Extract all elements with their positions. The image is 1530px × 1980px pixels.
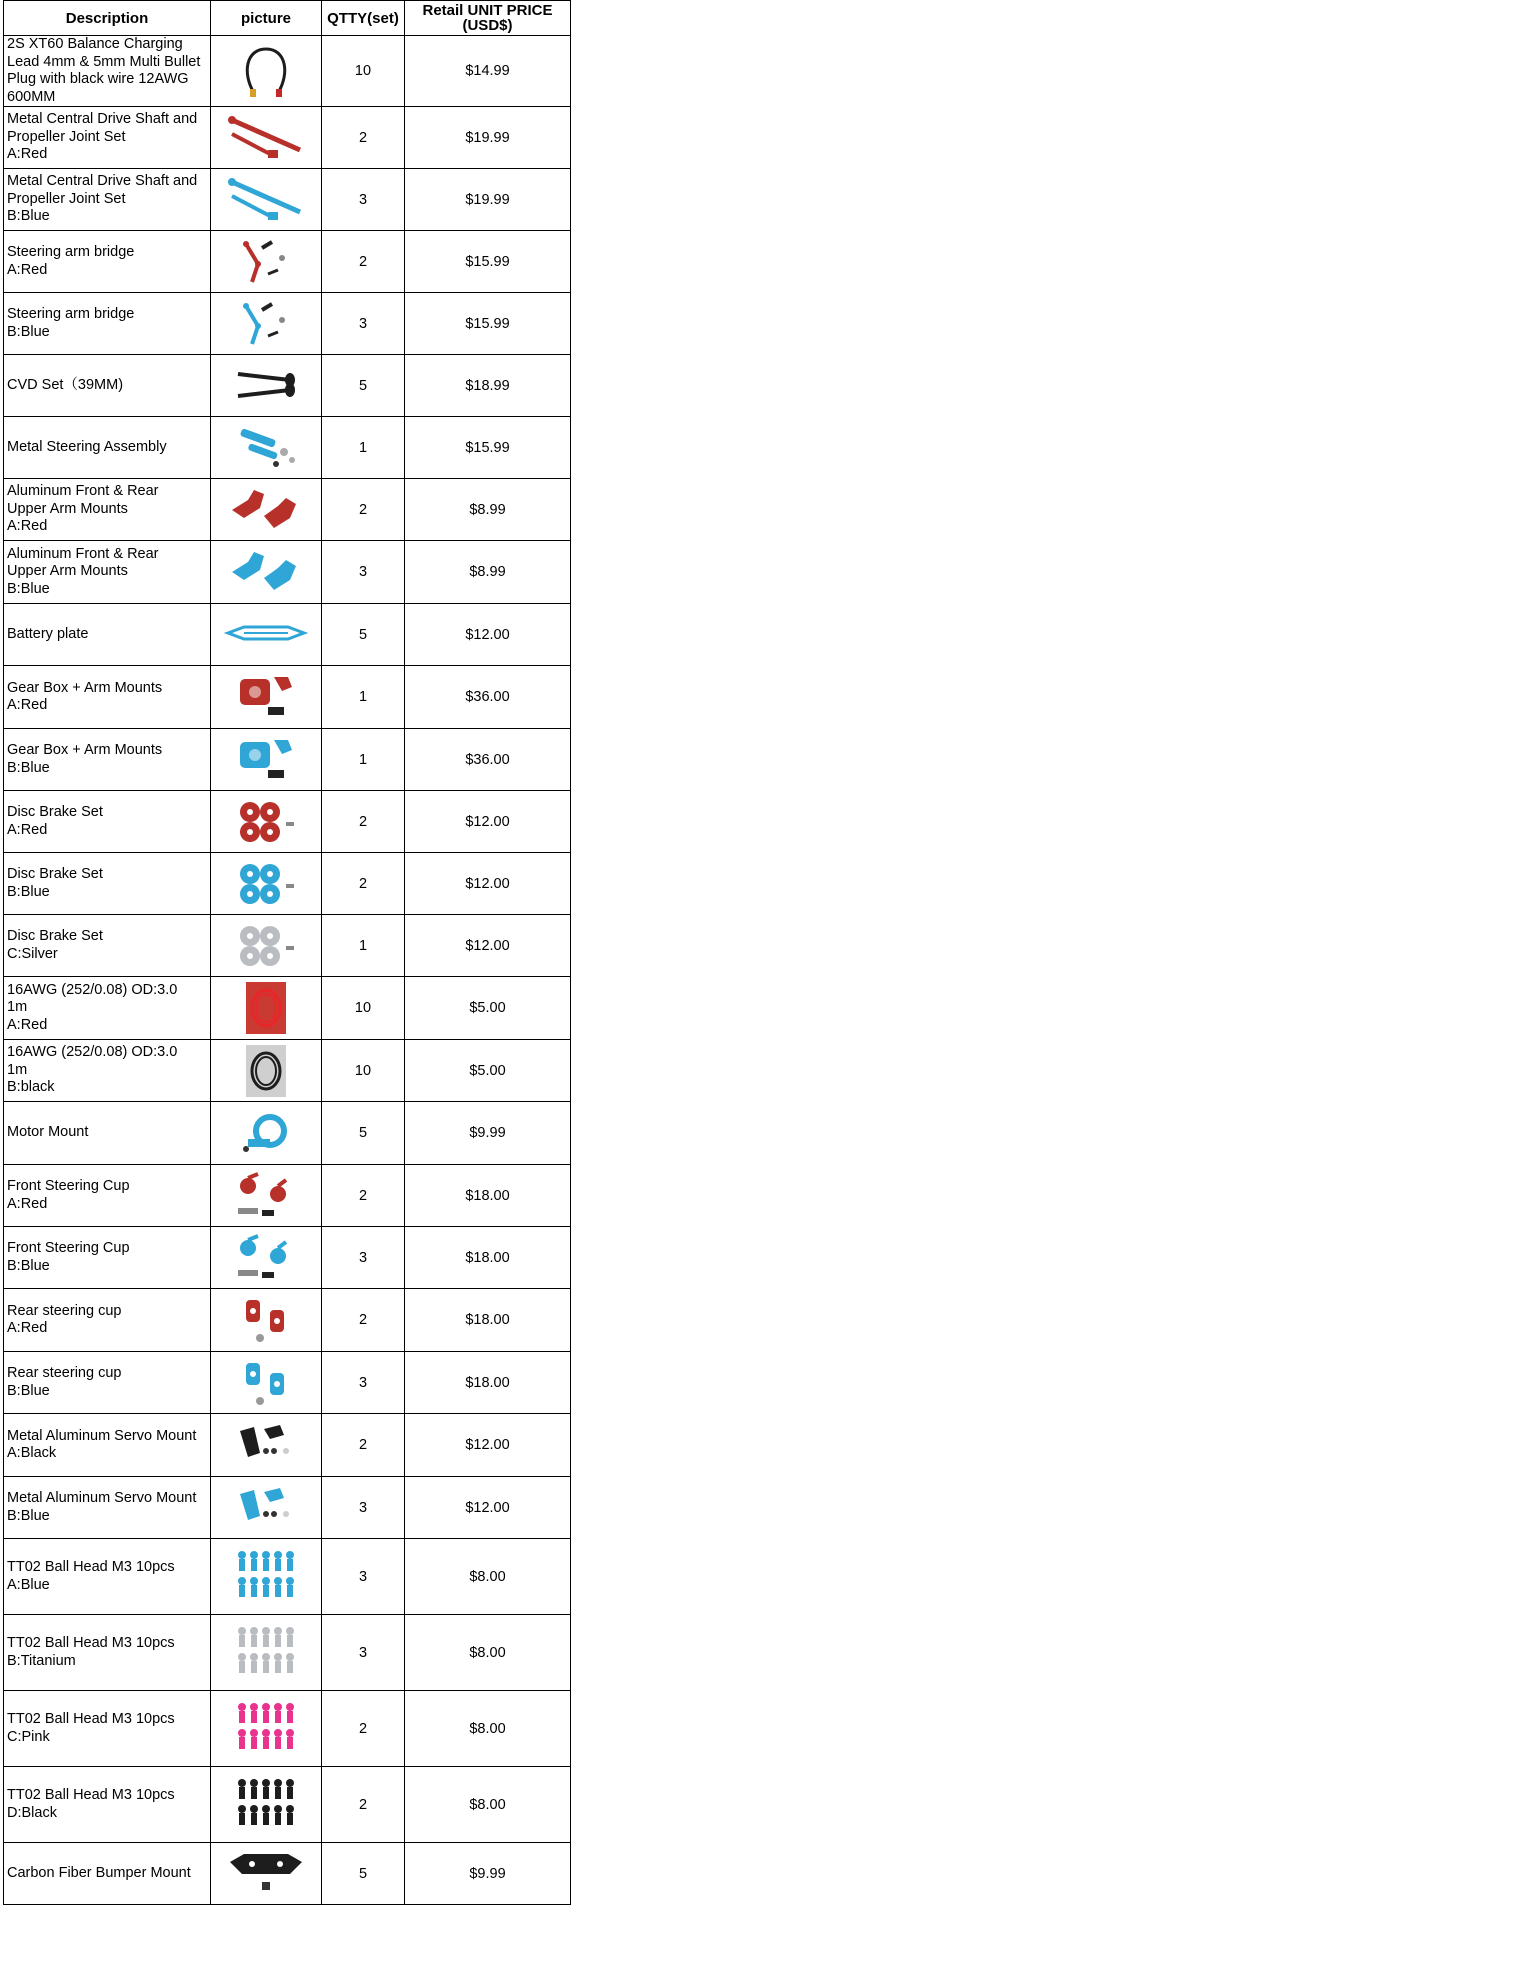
description-cell [4, 1227, 211, 1289]
picture-cell [211, 417, 322, 479]
description-line: B:Blue [7, 759, 50, 776]
picture-cell [211, 604, 322, 666]
description-line: 16AWG (252/0.08) OD:3.0 [7, 981, 178, 998]
price-cell: $15.99 [405, 293, 571, 355]
description-cell [4, 231, 211, 293]
description-line: Propeller Joint Set [7, 190, 126, 207]
price-cell: $36.00 [405, 729, 571, 791]
picture-cell [211, 853, 322, 915]
price-cell: $12.00 [405, 915, 571, 977]
price-cell: $12.00 [405, 604, 571, 666]
qty-cell: 3 [322, 1539, 405, 1615]
table-row [4, 1843, 571, 1905]
qty-cell: 2 [322, 1414, 405, 1477]
description-cell [4, 853, 211, 915]
ball-head-icon [211, 1773, 321, 1837]
qty-cell: 1 [322, 417, 405, 479]
table-row [4, 1539, 571, 1615]
description-cell [4, 1414, 211, 1477]
description-line: Disc Brake Set [7, 928, 103, 944]
description-line: A:Red [7, 146, 48, 163]
disc-brake-icon [211, 794, 321, 850]
table-row [4, 729, 571, 791]
drive-shaft-icon [211, 110, 321, 166]
qty-cell: 2 [322, 479, 405, 541]
table-row [4, 1691, 571, 1767]
description-line: B:Blue [7, 580, 50, 597]
price-cell: $18.99 [405, 355, 571, 417]
table-row [4, 791, 571, 853]
description-line: D:Black [7, 1804, 57, 1821]
description-line: Gear Box + Arm Mounts [7, 679, 163, 696]
description-line: A:Blue [7, 1576, 50, 1593]
picture-cell [211, 1843, 322, 1905]
picture-cell [211, 169, 322, 231]
price-cell: $5.00 [405, 977, 571, 1040]
picture-cell [211, 355, 322, 417]
qty-cell: 2 [322, 853, 405, 915]
steering-arm-icon [211, 234, 321, 290]
picture-cell [211, 36, 322, 107]
description-cell [4, 915, 211, 977]
description-line: A:Red [7, 518, 48, 535]
description-line: 600MM [7, 88, 56, 105]
description-cell [4, 1040, 211, 1102]
picture-cell [211, 1102, 322, 1165]
description-line: TT02 Ball Head M3 10pcs [7, 1559, 175, 1575]
description-line: Metal Steering Assembly [7, 438, 167, 455]
picture-cell [211, 915, 322, 977]
table-row [4, 1767, 571, 1843]
description-line: B:black [7, 1079, 55, 1096]
description-line: A:Red [7, 1016, 48, 1033]
qty-cell: 2 [322, 1165, 405, 1227]
price-list-table [3, 0, 571, 1905]
qty-cell: 2 [322, 1767, 405, 1843]
price-cell: $8.00 [405, 1767, 571, 1843]
price-cell: $12.00 [405, 853, 571, 915]
description-line: Metal Aluminum Servo Mount [7, 1427, 197, 1444]
table-row [4, 1615, 571, 1691]
header-price: Retail UNIT PRICE (USD$) [405, 1, 571, 36]
qty-cell: 1 [322, 666, 405, 729]
gear-box-icon [211, 732, 321, 788]
description-line: Front Steering Cup [7, 1240, 130, 1256]
qty-cell: 5 [322, 1102, 405, 1165]
qty-cell: 10 [322, 36, 405, 107]
description-cell [4, 541, 211, 604]
qty-cell: 10 [322, 1040, 405, 1102]
qty-cell: 3 [322, 1227, 405, 1289]
description-line: 2S XT60 Balance Charging [7, 36, 183, 52]
picture-cell [211, 107, 322, 169]
disc-brake-icon [211, 918, 321, 974]
description-cell [4, 1352, 211, 1414]
price-cell: $8.99 [405, 479, 571, 541]
gear-box-icon [211, 669, 321, 725]
price-cell: $8.00 [405, 1615, 571, 1691]
description-cell [4, 417, 211, 479]
table-row [4, 1352, 571, 1414]
picture-cell [211, 1289, 322, 1352]
price-cell: $12.00 [405, 1414, 571, 1477]
wire-coil-icon [211, 1043, 321, 1099]
price-cell: $12.00 [405, 1477, 571, 1539]
servo-mount-icon [211, 1417, 321, 1473]
header-description: Description [4, 1, 211, 36]
picture-cell [211, 1691, 322, 1767]
ball-head-icon [211, 1697, 321, 1761]
picture-cell [211, 1165, 322, 1227]
description-line: Metal Central Drive Shaft and [7, 111, 198, 128]
description-cell [4, 1615, 211, 1691]
picture-cell [211, 1040, 322, 1102]
picture-cell [211, 1414, 322, 1477]
description-line: Rear steering cup [7, 1365, 122, 1381]
description-cell [4, 666, 211, 729]
header-row [4, 1, 571, 36]
description-line: Rear steering cup [7, 1302, 122, 1319]
description-line: Metal Aluminum Servo Mount [7, 1490, 197, 1506]
description-line: Metal Central Drive Shaft and [7, 173, 198, 190]
description-line: Propeller Joint Set [7, 128, 126, 145]
price-cell: $18.00 [405, 1165, 571, 1227]
table-row [4, 36, 571, 107]
table-row [4, 1289, 571, 1352]
description-line: A:Black [7, 1445, 57, 1461]
description-cell [4, 479, 211, 541]
qty-cell: 10 [322, 977, 405, 1040]
description-cell [4, 1539, 211, 1615]
qty-cell: 3 [322, 1352, 405, 1414]
bumper-mount-icon [211, 1846, 321, 1902]
qty-cell: 3 [322, 169, 405, 231]
description-line: A:Red [7, 1195, 48, 1212]
description-line: B:Titanium [7, 1652, 76, 1669]
price-cell: $18.00 [405, 1227, 571, 1289]
table-body [4, 36, 571, 1905]
picture-cell [211, 541, 322, 604]
picture-cell [211, 1352, 322, 1414]
description-line: C:Pink [7, 1728, 50, 1745]
picture-cell [211, 729, 322, 791]
description-line: Plug with black wire 12AWG [7, 71, 189, 87]
price-cell: $12.00 [405, 791, 571, 853]
ball-head-icon [211, 1621, 321, 1685]
disc-brake-icon [211, 856, 321, 912]
table-row [4, 355, 571, 417]
qty-cell: 3 [322, 1477, 405, 1539]
qty-cell: 3 [322, 1615, 405, 1691]
price-cell: $15.99 [405, 231, 571, 293]
price-cell: $8.99 [405, 541, 571, 604]
description-cell [4, 169, 211, 231]
qty-cell: 1 [322, 729, 405, 791]
table-row [4, 293, 571, 355]
description-cell [4, 1289, 211, 1352]
table-row [4, 1102, 571, 1165]
description-line: Upper Arm Mounts [7, 500, 128, 517]
rear-cup-icon [211, 1292, 321, 1348]
table-row [4, 977, 571, 1040]
description-line: Motor Mount [7, 1124, 89, 1141]
description-line: B:Blue [7, 323, 50, 340]
description-cell [4, 355, 211, 417]
description-line: Lead 4mm & 5mm Multi Bullet [7, 53, 201, 70]
description-cell [4, 1691, 211, 1767]
picture-cell [211, 231, 322, 293]
description-line: Disc Brake Set [7, 866, 103, 882]
price-cell: $19.99 [405, 169, 571, 231]
description-line: Steering arm bridge [7, 306, 135, 322]
description-line: B:Blue [7, 208, 50, 225]
charging-lead-icon [211, 43, 321, 99]
price-cell: $8.00 [405, 1691, 571, 1767]
price-cell: $36.00 [405, 666, 571, 729]
table-row [4, 1227, 571, 1289]
price-cell: $18.00 [405, 1352, 571, 1414]
description-cell [4, 977, 211, 1040]
qty-cell: 2 [322, 107, 405, 169]
description-cell [4, 36, 211, 107]
description-line: Steering arm bridge [7, 244, 135, 260]
description-line: TT02 Ball Head M3 10pcs [7, 1635, 175, 1651]
price-cell: $9.99 [405, 1102, 571, 1165]
table-row [4, 666, 571, 729]
description-cell [4, 729, 211, 791]
description-line: Carbon Fiber Bumper Mount [7, 1864, 191, 1881]
table-row [4, 169, 571, 231]
table-row [4, 1165, 571, 1227]
picture-cell [211, 293, 322, 355]
description-line: A:Red [7, 821, 48, 838]
table-row [4, 107, 571, 169]
picture-cell [211, 791, 322, 853]
battery-plate-icon [211, 607, 321, 663]
servo-mount-icon [211, 1480, 321, 1536]
qty-cell: 2 [322, 1289, 405, 1352]
price-cell: $9.99 [405, 1843, 571, 1905]
description-cell [4, 604, 211, 666]
description-line: Aluminum Front & Rear [7, 483, 159, 500]
description-line: TT02 Ball Head M3 10pcs [7, 1711, 175, 1727]
description-line: B:Blue [7, 883, 50, 900]
table-row [4, 479, 571, 541]
qty-cell: 2 [322, 1691, 405, 1767]
description-line: Upper Arm Mounts [7, 563, 128, 580]
qty-cell: 5 [322, 1843, 405, 1905]
table-row [4, 915, 571, 977]
table-row [4, 417, 571, 479]
description-line: 1m [7, 999, 28, 1016]
arm-mount-icon [211, 544, 321, 600]
picture-cell [211, 1767, 322, 1843]
description-line: Aluminum Front & Rear [7, 545, 159, 562]
picture-cell [211, 1227, 322, 1289]
qty-cell: 1 [322, 915, 405, 977]
steering-cup-icon [211, 1230, 321, 1286]
picture-cell [211, 1615, 322, 1691]
price-cell: $8.00 [405, 1539, 571, 1615]
description-line: CVD Set（39MM) [7, 376, 124, 393]
table-row [4, 1414, 571, 1477]
price-cell: $14.99 [405, 36, 571, 107]
description-cell [4, 1767, 211, 1843]
table-row [4, 231, 571, 293]
qty-cell: 3 [322, 541, 405, 604]
description-line: Battery plate [7, 625, 89, 642]
description-cell [4, 791, 211, 853]
header-qty: QTTY(set) [322, 1, 405, 36]
picture-cell [211, 977, 322, 1040]
rear-cup-icon [211, 1355, 321, 1411]
motor-mount-icon [211, 1105, 321, 1161]
description-cell [4, 1477, 211, 1539]
description-line: 1m [7, 1061, 28, 1078]
price-cell: $18.00 [405, 1289, 571, 1352]
steering-cup-icon [211, 1168, 321, 1224]
steering-arm-icon [211, 296, 321, 352]
description-cell [4, 1843, 211, 1905]
description-line: B:Blue [7, 1257, 50, 1274]
qty-cell: 3 [322, 293, 405, 355]
steering-assembly-icon [211, 420, 321, 476]
description-line: B:Blue [7, 1507, 50, 1524]
table-row [4, 604, 571, 666]
qty-cell: 2 [322, 231, 405, 293]
description-line: B:Blue [7, 1382, 50, 1399]
picture-cell [211, 666, 322, 729]
description-line: TT02 Ball Head M3 10pcs [7, 1787, 175, 1803]
qty-cell: 2 [322, 791, 405, 853]
description-cell [4, 1165, 211, 1227]
description-line: A:Red [7, 1320, 48, 1336]
picture-cell [211, 479, 322, 541]
drive-shaft-icon [211, 172, 321, 228]
qty-cell: 5 [322, 355, 405, 417]
description-cell [4, 107, 211, 169]
price-cell: $5.00 [405, 1040, 571, 1102]
price-cell: $19.99 [405, 107, 571, 169]
picture-cell [211, 1477, 322, 1539]
header-picture: picture [211, 1, 322, 36]
description-line: Front Steering Cup [7, 1178, 130, 1194]
description-line: Disc Brake Set [7, 804, 103, 820]
description-line: C:Silver [7, 945, 58, 962]
description-cell [4, 293, 211, 355]
table-row [4, 1040, 571, 1102]
arm-mount-icon [211, 482, 321, 538]
table-row [4, 541, 571, 604]
description-line: A:Red [7, 697, 48, 713]
picture-cell [211, 1539, 322, 1615]
description-line: 16AWG (252/0.08) OD:3.0 [7, 1044, 178, 1061]
description-line: A:Red [7, 261, 48, 278]
description-line: Gear Box + Arm Mounts [7, 742, 163, 758]
ball-head-icon [211, 1545, 321, 1609]
table-row [4, 1477, 571, 1539]
table-row [4, 853, 571, 915]
cvd-shaft-icon [211, 358, 321, 414]
wire-coil-icon [211, 980, 321, 1036]
qty-cell: 5 [322, 604, 405, 666]
price-cell: $15.99 [405, 417, 571, 479]
description-cell [4, 1102, 211, 1165]
